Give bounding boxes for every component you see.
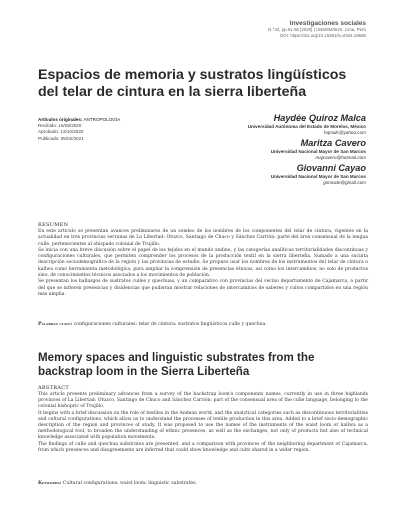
abstract-paragraph: This article presents preliminary advances from a survey of the backstrap loom's components names, currently in use in three highlands provinces of La Libertad: Otuzco, Santiago de Chuco and Sánchez Carrión: part of the consensual area of the culle language, belonging to the colonial bishopric of Trujillo.: [38, 392, 368, 410]
keywords-en: [38, 481, 368, 487]
journal-header: [268, 20, 366, 39]
keywords-es: [38, 322, 368, 328]
keywords-en-text: Cultural configurations: waist loom: linguistic substrates.: [62, 481, 197, 486]
author-affiliation: Universidad Nacional Mayor de San Marcos: [270, 174, 366, 179]
abstract-paragraph: It begins with a brief discussion on the role of textiles in the Andean world, and the analytical categories such as discontinuous territorialities and cultural configurations, which allow us to understand the processes of textile production in this area. Added to a brief socio-demographic description of the region and provinces of study. It was proposed to use the names of the instruments of the waist loom or kallwa as a methodological tool, to broaden the understanding of ethnic presences, as well as the exchanges, not only of products but also of technical knowledge associated with population movements.: [38, 410, 368, 441]
author-affiliation: Universidad Nacional Mayor de San Marcos: [270, 149, 366, 154]
author-email[interactable]: majcavero@hotmail.com: [315, 155, 366, 160]
section-label: Artículos originales:: [38, 117, 83, 122]
resumen-heading: RESUMEN: [38, 222, 69, 228]
abstract-heading: ABSTRACT: [38, 385, 69, 391]
published-date: Publicado: 05/02/2021: [38, 135, 84, 141]
author-email[interactable]: gimicate@gmail.com: [323, 180, 366, 185]
article-title-en: Memory spaces and linguistic substrates from the backstrap loom in the Sierra Liberteña: [38, 351, 315, 378]
author-email[interactable]: hqmalc@yahoo.com: [324, 130, 366, 135]
resumen-section: [38, 222, 368, 298]
journal-issue: N.°44, pp.51-66 [2020] | UNMSM/IIHS. Lima, Perú: [268, 27, 366, 32]
journal-doi[interactable]: DOI: https://doi.org/10.15381/is.v0i44.19556: [280, 33, 366, 38]
author-list: [146, 113, 366, 188]
author-name: Giovanni Cayao: [296, 163, 366, 173]
resumen-paragraph: Se presentan los hallazgos de sustratos culles y quechuas, y un comparativo con provincias del vecino departamento de Cajamarca, a partir del que se infieren presencias y disidencias que pudieran mostrar relaciones de intercambios de saberes y cultos compartidos en una región más amplia.: [38, 279, 368, 297]
article-title-es: Espacios de memoria y sustratos lingüísticos del telar de cintura en la sierra liberteña: [38, 67, 347, 100]
resumen-paragraph: En este artículo se presentan avances preliminares de un sondeo de los nombres de los componentes del telar de cintura, vigentes en la actualidad en tres provincias serranas de La Libertad: Otuzco, Santiago de Chuco y Sánchez Carrión: parte del área consensual de la lengua culle, pertenecientes al obispado colonial de Trujillo.: [38, 229, 368, 247]
approved-date: Aprobado: 13/10/2020: [38, 129, 84, 135]
journal-name: Investigaciones sociales: [289, 20, 366, 27]
received-date: Recibido: 16/09/2020: [38, 123, 82, 128]
keywords-en-label: Keywords:: [38, 481, 62, 486]
resumen-paragraph: Se inicia con una breve discusión sobre el papel de los tejidos en el mundo andino, y las categorías analíticas territorialidades discontinuas y configuraciones culturales, que permiten comprender los procesos de la producción textil en la sierra liberteña. Sumado a una sucinta descripción sociodemográfica de la región y las provincias de estudio. Se propuso usar los nombres de los instrumentos del telar de cintura o kallwa como herramienta metodológica, para ampliar la comprensión de presencias étnicas, así como los intercambios, no solo de productos sino, de conocimientos técnicos asociados a los movimientos de población.: [38, 247, 368, 279]
keywords-es-text: configuraciones culturales: telar de cintura: sustratos lingüísticos culle y quechua.: [73, 322, 267, 327]
author-affiliation: Universidad Autónoma del Estado de Morelos, México: [247, 124, 366, 129]
keywords-es-label: Palabras clave:: [38, 322, 73, 327]
abstract-section: [38, 385, 368, 454]
author-name: Haydée Quiroz Malca: [273, 113, 366, 123]
author-block: [146, 113, 366, 136]
section-value: ANTROPOLOGÍA: [83, 117, 121, 122]
abstract-paragraph: The findings of culle and quechua substrates are presented, and a comparison with provinces of the neighboring department of Cajamarca, from which presences and disagreements are inferred that could show knowledge and cults shared in a wider region.: [38, 441, 368, 453]
author-block: [146, 138, 366, 161]
author-block: [146, 163, 366, 186]
author-name: Maritza Cavero: [300, 138, 366, 148]
